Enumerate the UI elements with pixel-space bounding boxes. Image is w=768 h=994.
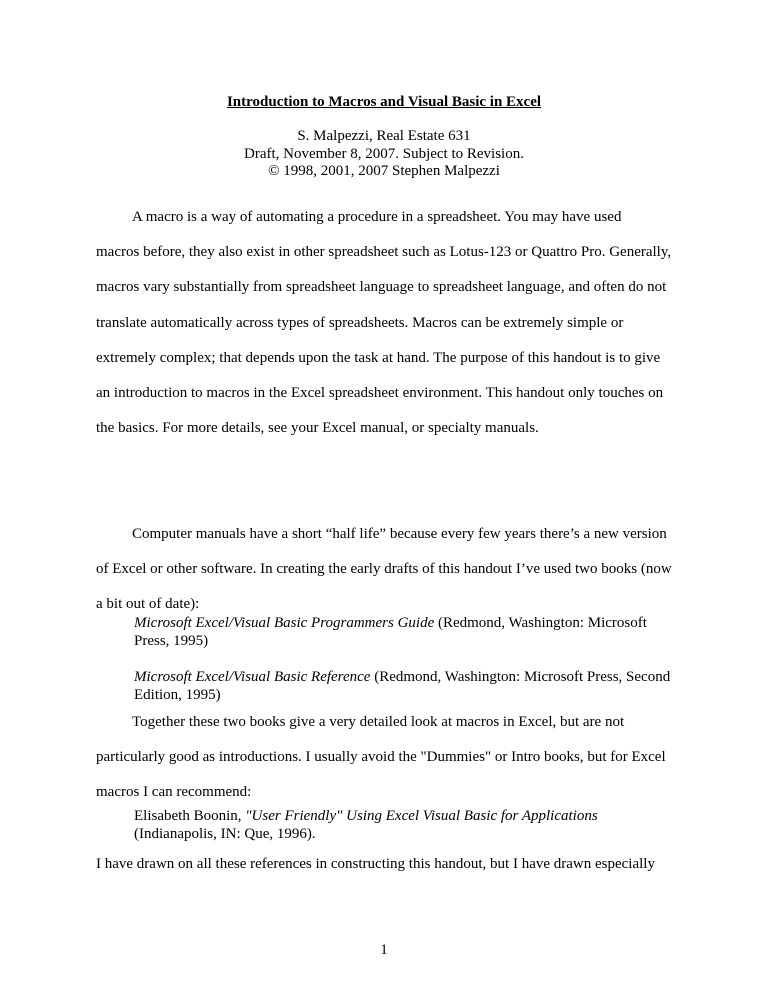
paragraph-line: A macro is a way of automating a procedure in a spreadsheet. You may have used: [132, 209, 622, 225]
reference-programmers-guide: [134, 615, 684, 650]
paragraph-line: extremely complex; that depends upon the task at hand. The purpose of this handout is to give: [96, 349, 661, 366]
paragraph-line: particularly good as introductions. I usually avoid the "Dummies" or Intro books, but for Excel: [96, 749, 666, 766]
reference-boonin: [134, 808, 684, 843]
reference-author: Elisabeth Boonin,: [134, 808, 246, 824]
reference-year: Edition, 1995): [134, 686, 221, 703]
paragraph-line: an introduction to macros in the Excel spreadsheet environment. This handout only touches on: [96, 385, 664, 402]
paragraph-line: of Excel or other software. In creating the early drafts of this handout I’ve used two books (now: [96, 561, 672, 578]
reference-vb-reference: [134, 669, 684, 704]
paragraph-intro: [96, 200, 684, 446]
reference-title: Microsoft Excel/Visual Basic Reference: [134, 669, 371, 685]
reference-title: "User Friendly" Using Excel Visual Basic for Applications: [245, 808, 598, 824]
draft-line: Draft, November 8, 2007. Subject to Revision.: [244, 146, 524, 162]
paragraph-drawn-on: I have drawn on all these references in constructing this handout, but I have drawn especially: [96, 856, 655, 872]
reference-title: Microsoft Excel/Visual Basic Programmers Guide: [134, 615, 435, 631]
paragraph-manuals: [96, 517, 684, 623]
paragraph-line: Computer manuals have a short “half life” because every few years there’s a new version: [132, 526, 667, 542]
reference-publisher: (Redmond, Washington: Microsoft Press, Second: [370, 669, 671, 685]
paragraph-line: Together these two books give a very detailed look at macros in Excel, but are not: [132, 714, 625, 730]
reference-publisher: (Redmond, Washington: Microsoft: [434, 615, 647, 631]
copyright-line: © 1998, 2001, 2007 Stephen Malpezzi: [268, 163, 500, 179]
reference-year: Press, 1995): [134, 632, 209, 649]
paragraph-line: macros I can recommend:: [96, 784, 252, 801]
page-number: 1: [380, 942, 388, 958]
paragraph-together: [96, 705, 684, 811]
reference-publisher: (Indianapolis, IN: Que, 1996).: [134, 825, 316, 842]
paragraph-line: the basics. For more details, see your Excel manual, or specialty manuals.: [96, 420, 539, 437]
paragraph-line: macros before, they also exist in other spreadsheet such as Lotus-123 or Quattro Pro. Generally,: [96, 244, 672, 261]
paragraph-line: translate automatically across types of spreadsheets. Macros can be extremely simple or: [96, 314, 624, 331]
paragraph-line: a bit out of date):: [96, 596, 200, 613]
author-line: S. Malpezzi, Real Estate 631: [297, 128, 471, 144]
paragraph-line: macros vary substantially from spreadsheet language to spreadsheet language, and often do not: [96, 279, 667, 296]
document-title: Introduction to Macros and Visual Basic in Excel: [226, 94, 542, 110]
